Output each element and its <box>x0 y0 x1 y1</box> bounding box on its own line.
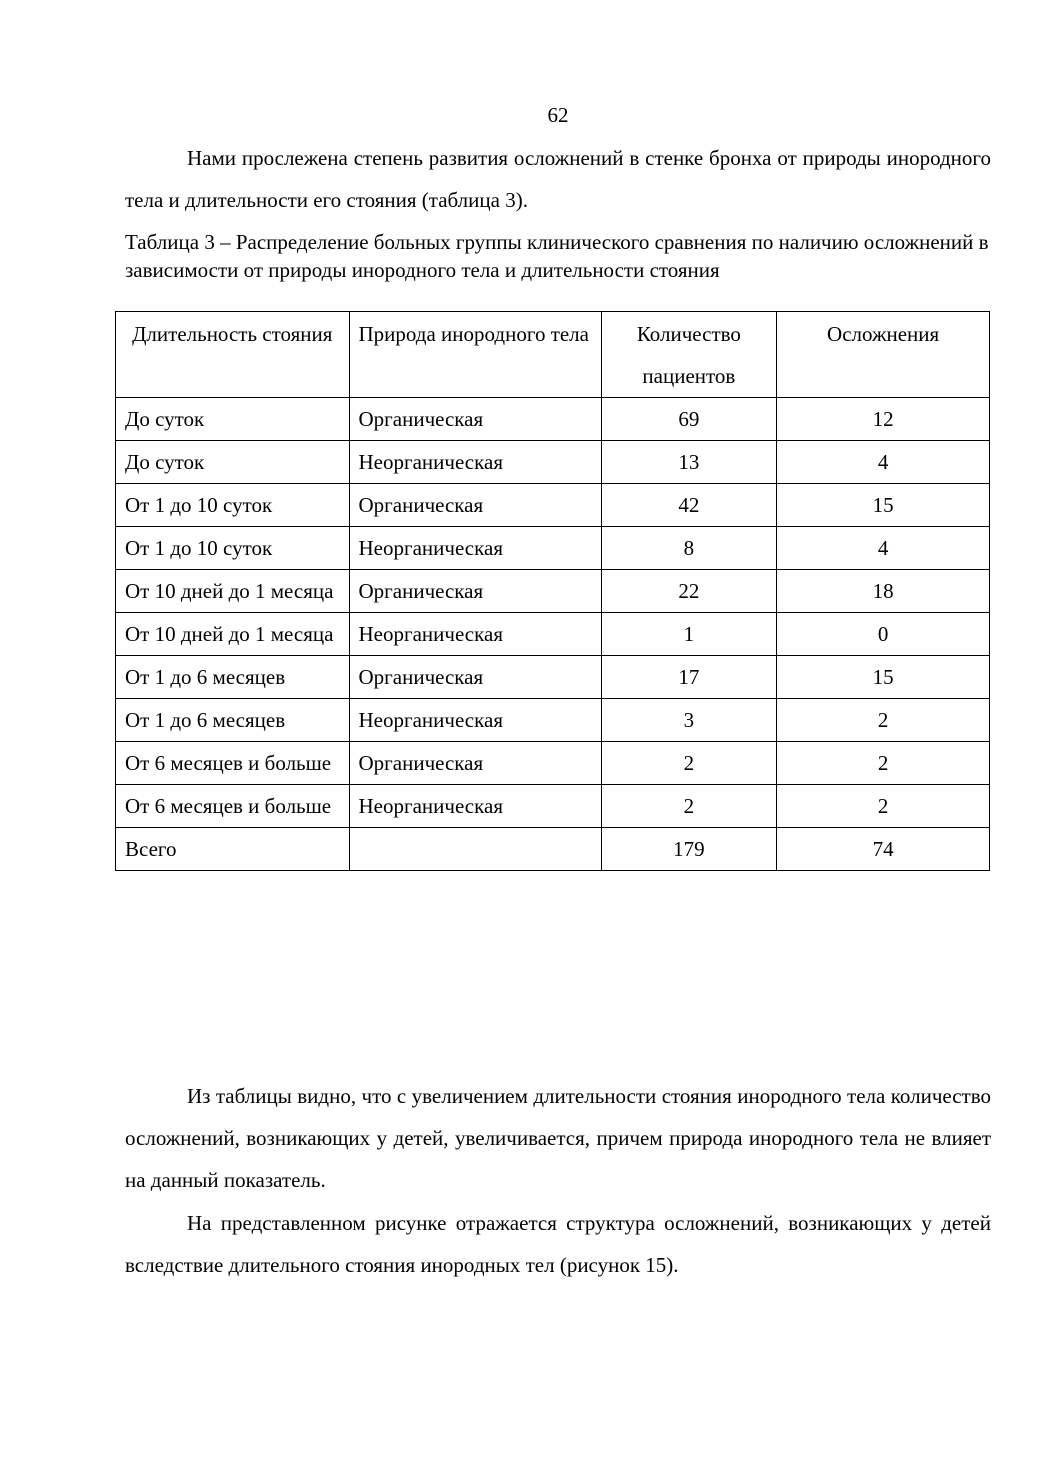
cell-duration: От 1 до 10 суток <box>116 527 350 570</box>
cell-count: 17 <box>601 656 777 699</box>
cell-complications: 4 <box>777 441 990 484</box>
table-row <box>116 613 990 656</box>
cell-count: 8 <box>601 527 777 570</box>
cell-count: 1 <box>601 613 777 656</box>
cell-complications: 2 <box>777 785 990 828</box>
cell-duration: От 6 месяцев и больше <box>116 742 350 785</box>
data-table <box>115 311 990 871</box>
cell-nature: Неорганическая <box>349 785 601 828</box>
cell-duration: От 10 дней до 1 месяца <box>116 570 350 613</box>
header-duration: Длительность стояния <box>116 312 350 398</box>
table-header-row <box>116 312 990 398</box>
cell-count: 2 <box>601 742 777 785</box>
cell-complications: 15 <box>777 656 990 699</box>
cell-complications: 18 <box>777 570 990 613</box>
cell-total-complications: 74 <box>777 828 990 871</box>
cell-nature: Органическая <box>349 398 601 441</box>
cell-count: 69 <box>601 398 777 441</box>
cell-complications: 12 <box>777 398 990 441</box>
table-row <box>116 398 990 441</box>
table-row <box>116 484 990 527</box>
cell-complications: 15 <box>777 484 990 527</box>
cell-nature: Органическая <box>349 484 601 527</box>
table-row <box>116 785 990 828</box>
cell-duration: До суток <box>116 441 350 484</box>
cell-complications: 2 <box>777 742 990 785</box>
cell-duration: До суток <box>116 398 350 441</box>
cell-count: 2 <box>601 785 777 828</box>
cell-nature: Неорганическая <box>349 699 601 742</box>
cell-duration: От 1 до 6 месяцев <box>116 699 350 742</box>
table-row <box>116 570 990 613</box>
cell-nature: Неорганическая <box>349 441 601 484</box>
table-row <box>116 527 990 570</box>
cell-total-count: 179 <box>601 828 777 871</box>
conclusion-paragraph: Из таблицы видно, что с увеличением длительности стояния инородного тела количество осложнений, возникающих у детей, увеличивается, причем природа инородного тела не влияет на данный показатель. <box>125 1084 991 1192</box>
cell-complications: 0 <box>777 613 990 656</box>
page-number: 62 <box>547 103 569 127</box>
table-caption: Таблица 3 – Распределение больных группы клинического сравнения по наличию осложнений в зависимости от природы инородного тела и длительности стояния <box>125 230 989 282</box>
cell-complications: 2 <box>777 699 990 742</box>
cell-count: 42 <box>601 484 777 527</box>
cell-nature: Органическая <box>349 570 601 613</box>
cell-nature: Неорганическая <box>349 527 601 570</box>
header-nature: Природа инородного тела <box>349 312 601 398</box>
cell-duration: От 1 до 10 суток <box>116 484 350 527</box>
cell-nature: Органическая <box>349 742 601 785</box>
table-row <box>116 699 990 742</box>
cell-count: 3 <box>601 699 777 742</box>
cell-total-nature <box>349 828 601 871</box>
cell-count: 13 <box>601 441 777 484</box>
header-count: Количество пациентов <box>601 312 777 398</box>
cell-duration: От 1 до 6 месяцев <box>116 656 350 699</box>
cell-complications: 4 <box>777 527 990 570</box>
cell-duration: От 10 дней до 1 месяца <box>116 613 350 656</box>
figure-paragraph: На представленном рисунке отражается структура осложнений, возникающих у детей вследствие длительного стояния инородных тел (рисунок 15). <box>125 1211 991 1277</box>
table-row <box>116 656 990 699</box>
cell-count: 22 <box>601 570 777 613</box>
table-row <box>116 742 990 785</box>
cell-total-label: Всего <box>116 828 350 871</box>
table-total-row <box>116 828 990 871</box>
cell-nature: Неорганическая <box>349 613 601 656</box>
cell-duration: От 6 месяцев и больше <box>116 785 350 828</box>
header-complications: Осложнения <box>777 312 990 398</box>
intro-paragraph: Нами прослежена степень развития осложнений в стенке бронха от природы инородного тела и длительности его стояния (таблица 3). <box>125 146 991 212</box>
cell-nature: Органическая <box>349 656 601 699</box>
table-row <box>116 441 990 484</box>
